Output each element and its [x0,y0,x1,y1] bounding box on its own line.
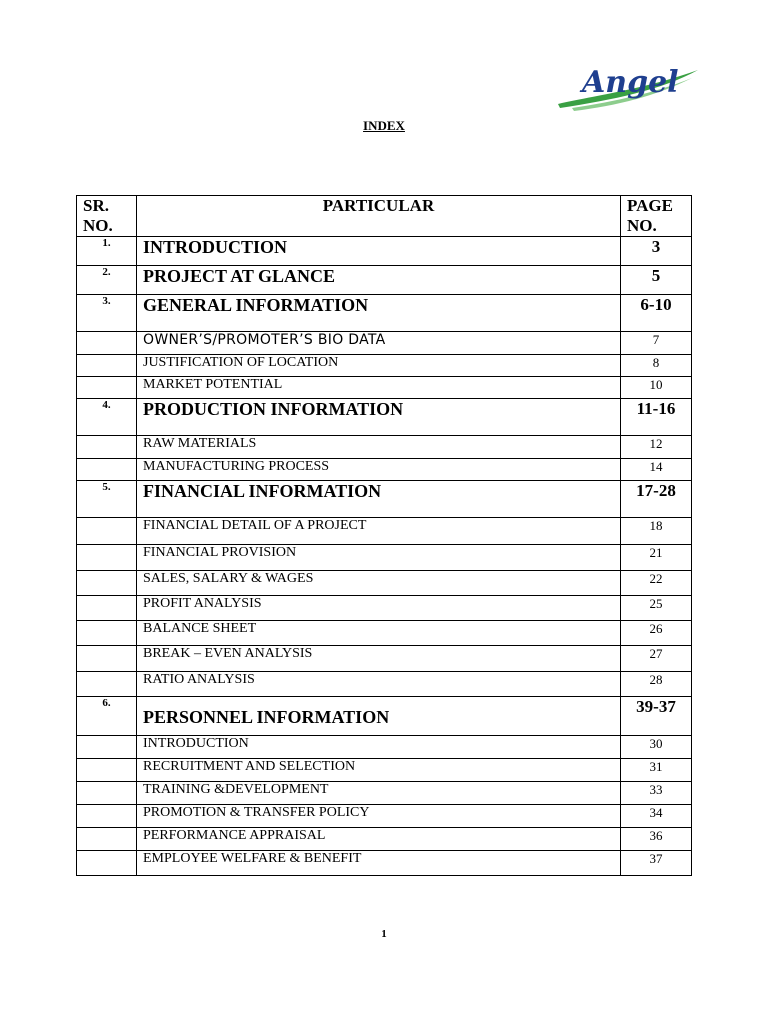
subsection-title: FINANCIAL DETAIL OF A PROJECT [137,518,621,545]
section-title: PRODUCTION INFORMATION [137,399,621,436]
empty-cell [77,355,137,377]
subsection-row [77,571,692,596]
index-title: INDEX [363,118,405,133]
index-table-body [77,237,692,876]
subsection-row [77,545,692,571]
subsection-page: 14 [621,459,692,481]
subsection-title: SALES, SALARY & WAGES [137,571,621,596]
subsection-row [77,782,692,805]
subsection-page: 28 [621,672,692,697]
empty-cell [77,459,137,481]
section-page: 39-37 [621,697,692,736]
subsection-page: 30 [621,736,692,759]
empty-cell [77,596,137,621]
subsection-page: 10 [621,377,692,399]
empty-cell [77,377,137,399]
subsection-page: 18 [621,518,692,545]
subsection-page: 21 [621,545,692,571]
subsection-page: 27 [621,646,692,672]
empty-cell [77,851,137,876]
subsection-page: 22 [621,571,692,596]
section-row [77,237,692,266]
subsection-title: INTRODUCTION [137,736,621,759]
subsection-row [77,621,692,646]
header-particular: PARTICULAR [137,196,621,237]
subsection-title: PROMOTION & TRANSFER POLICY [137,805,621,828]
subsection-row [77,377,692,399]
subsection-row [77,596,692,621]
empty-cell [77,805,137,828]
subsection-page: 12 [621,436,692,459]
empty-cell [77,436,137,459]
section-number: 2. [77,266,137,295]
empty-cell [77,782,137,805]
empty-cell [77,518,137,545]
section-page: 6-10 [621,295,692,332]
empty-cell [77,646,137,672]
subsection-title: MARKET POTENTIAL [137,377,621,399]
subsection-page: 34 [621,805,692,828]
subsection-title: PROFIT ANALYSIS [137,596,621,621]
header-page-no: PAGE NO. [621,196,692,237]
section-number: 4. [77,399,137,436]
subsection-page: 33 [621,782,692,805]
header-sr-no: SR. NO. [77,196,137,237]
svg-text:Angel: Angel [582,65,679,100]
section-page: 5 [621,266,692,295]
subsection-title: JUSTIFICATION OF LOCATION [137,355,621,377]
section-number: 1. [77,237,137,266]
subsection-row [77,332,692,355]
empty-cell [77,736,137,759]
section-row [77,697,692,736]
subsection-row [77,736,692,759]
subsection-title: TRAINING &DEVELOPMENT [137,782,621,805]
empty-cell [77,759,137,782]
section-title: PERSONNEL INFORMATION [137,697,621,736]
subsection-title: FINANCIAL PROVISION [137,545,621,571]
subsection-title: OWNER’S/PROMOTER’S BIO DATA [137,332,621,355]
section-page: 17-28 [621,481,692,518]
subsection-title: BALANCE SHEET [137,621,621,646]
section-title: GENERAL INFORMATION [137,295,621,332]
subsection-row [77,851,692,876]
subsection-row [77,518,692,545]
section-title: INTRODUCTION [137,237,621,266]
subsection-page: 25 [621,596,692,621]
section-number: 5. [77,481,137,518]
index-table [76,195,692,876]
angel-logo [552,56,702,118]
subsection-title: EMPLOYEE WELFARE & BENEFIT [137,851,621,876]
subsection-row [77,672,692,697]
empty-cell [77,545,137,571]
section-title: FINANCIAL INFORMATION [137,481,621,518]
subsection-row [77,355,692,377]
section-row [77,295,692,332]
subsection-page: 7 [621,332,692,355]
subsection-title: MANUFACTURING PROCESS [137,459,621,481]
empty-cell [77,571,137,596]
empty-cell [77,828,137,851]
subsection-page: 8 [621,355,692,377]
section-number: 3. [77,295,137,332]
subsection-row [77,759,692,782]
subsection-title: RATIO ANALYSIS [137,672,621,697]
subsection-row [77,459,692,481]
page-number: 1 [381,928,387,940]
empty-cell [77,332,137,355]
empty-cell [77,621,137,646]
table-header-row [77,196,692,237]
subsection-title: PERFORMANCE APPRAISAL [137,828,621,851]
subsection-row [77,646,692,672]
subsection-title: RECRUITMENT AND SELECTION [137,759,621,782]
subsection-page: 36 [621,828,692,851]
subsection-page: 37 [621,851,692,876]
subsection-row [77,436,692,459]
section-page: 3 [621,237,692,266]
section-row [77,481,692,518]
empty-cell [77,672,137,697]
section-row [77,266,692,295]
section-title: PROJECT AT GLANCE [137,266,621,295]
subsection-page: 31 [621,759,692,782]
section-row [77,399,692,436]
subsection-page: 26 [621,621,692,646]
section-number: 6. [77,697,137,736]
subsection-row [77,805,692,828]
section-page: 11-16 [621,399,692,436]
subsection-row [77,828,692,851]
subsection-title: BREAK – EVEN ANALYSIS [137,646,621,672]
subsection-title: RAW MATERIALS [137,436,621,459]
